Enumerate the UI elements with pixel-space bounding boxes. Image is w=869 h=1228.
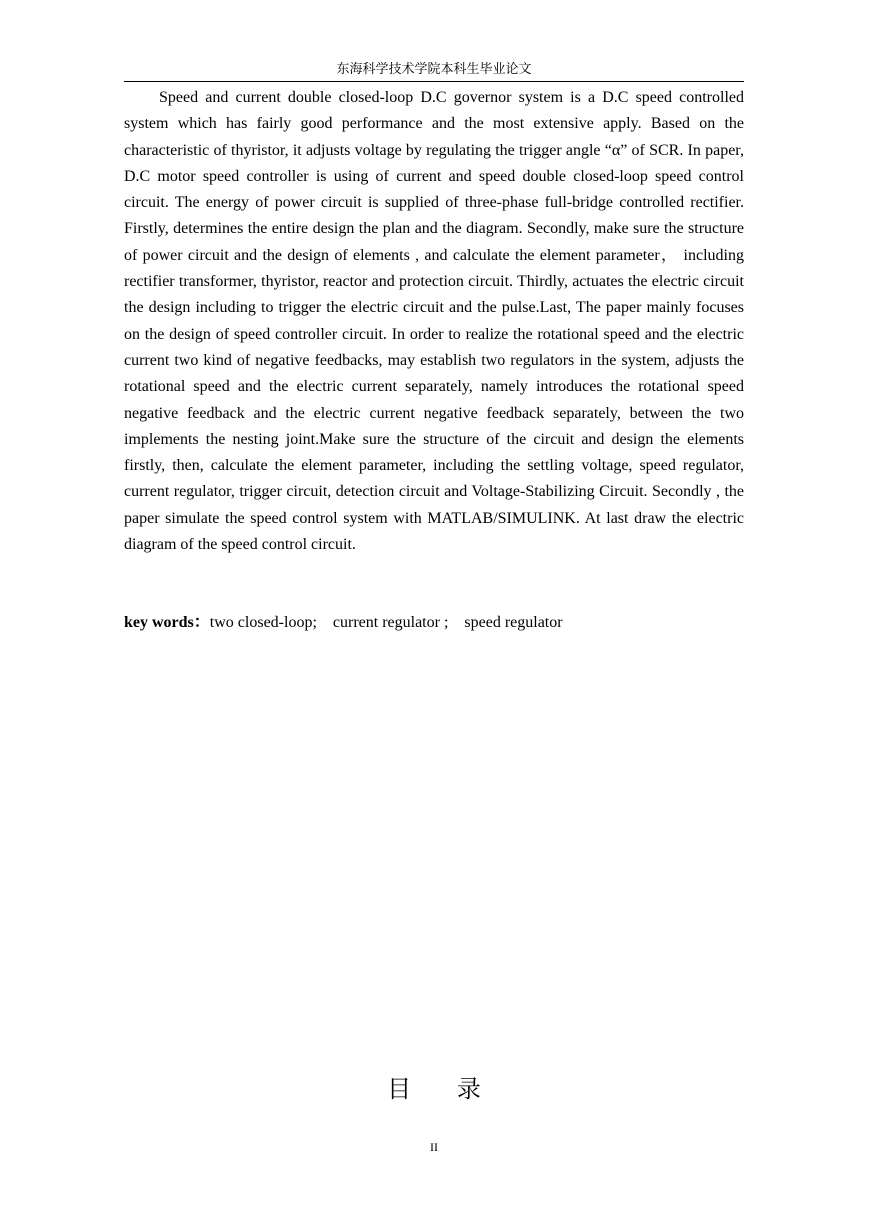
table-of-contents-heading: 目 录 [387, 1075, 481, 1103]
keywords-items: two closed-loop; current regulator ; speed regulator [209, 614, 563, 631]
keywords-line [124, 610, 744, 636]
header-rule [124, 81, 744, 82]
page-number: II [430, 1140, 438, 1154]
keywords-label: key words： [124, 614, 210, 631]
abstract-paragraph: Speed and current double closed-loop D.C governor system is a D.C speed controlled system which has fairly good performance and the most extensive apply. Based on the characteristic of thyristor, it adjusts voltage by regulating the trigger angle “α” of SCR. In paper, D.C motor speed controller is using of current and speed double closed-loop speed control circuit. The energy of power circuit is supplied of three-phase full-bridge controlled rectifier. Firstly, determines the entire design the plan and the diagram. Secondly, make sure the structure of power circuit and the design of elements , and calculate the element parameter， including rectifier transformer, thyristor, reactor and protection circuit. Thirdly, actuates the electric circuit the design including to trigger the electric circuit and the pulse.Last, The paper mainly focuses on the design of speed controller circuit. In order to realize the rotational speed and the electric current two kind of negative feedbacks, may establish two regulators in the system, adjusts the rotational speed and the electric current separately, namely introduces the rotational speed negative feedback and the electric current negative feedback separately, between the two implements the nesting joint.Make sure the structure of the circuit and design the elements firstly, then, calculate the element parameter, including the settling voltage, speed regulator, current regulator, trigger circuit, detection circuit and Voltage-Stabilizing Circuit. Secondly , the paper simulate the speed control system with MATLAB/SIMULINK. At last draw the electric diagram of the speed control circuit. [124, 89, 744, 554]
running-header: 东海科学技术学院本科生毕业论文 [336, 62, 532, 77]
